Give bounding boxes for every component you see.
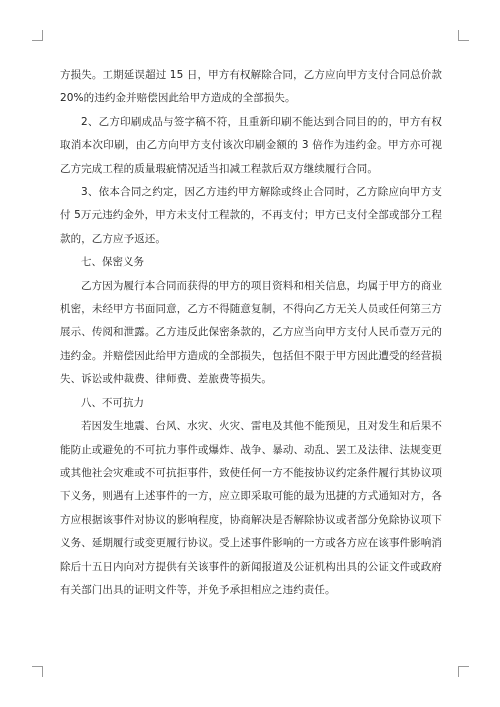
crop-mark-bottom-left (32, 666, 43, 677)
paragraph-confidentiality: 乙方因为履行本合同而获得的甲方的项目资料和相关信息，均属于甲方的商业机密，未经甲方书面同意，乙方不得随意复制，不得向乙方无关人员或任何第三方展示、传阅和泄露。乙方违反此保密条款的，乙方应当向甲方支付人民币壹万元的违约金。并赔偿因此给甲方造成的全部损失，包括但不限于甲方因此遭受的经营损失、诉讼或仲裁费、律师费、差旅费等损失。 (60, 279, 442, 386)
paragraph-force-majeure: 若因发生地震、台风、水灾、火灾、雷电及其他不能预见，且对发生和后果不能防止或避免的不可抗力事件或爆炸、战争、暴动、动乱、罢工及法律、法规变更或其他社会灾难或不可抗拒事件，致使任何一方不能按协议约定条件履行其协议项下义务，则遇有上述事件的一方，应立即采取可能的最为迅捷的方式通知对方，各方应根据该事件对协议的影响程度，协商解决是否解除协议或者部分免除协议项下义务、延期履行或变更履行协议。受上述事件影响的一方或各方应在该事件影响消除后十五日内向对方提供有关该事件的新闻报道及公证机构出具的公证文件或政府有关部门出具的证明文件等，并免予承担相应之违约责任。 (60, 420, 442, 596)
paragraph-termination-penalty: 3、依本合同之约定，因乙方违约甲方解除或终止合同时，乙方除应向甲方支付 5万元违约金外，甲方未支付工程款的，不再支付；甲方已支付全部或部分工程款的，乙方应予返还。 (60, 186, 442, 245)
crop-mark-bottom-right (458, 666, 469, 677)
crop-mark-top-right (458, 30, 469, 41)
paragraph-penalty-delay-continued: 方损失。工期延误超过 15 日，甲方有权解除合同，乙方应向甲方支付合同总价款 20%的违约金并赔偿因此给甲方造成的全部损失。 (60, 69, 442, 105)
section-heading-force-majeure: 八、不可抗力 (81, 396, 144, 409)
crop-mark-top-left (32, 30, 43, 41)
document-body (60, 64, 442, 602)
section-heading-confidentiality: 七、保密义务 (81, 256, 144, 269)
paragraph-print-mismatch: 2、乙方印刷成品与签字稿不符，且重新印刷不能达到合同目的的，甲方有权取消本次印刷，由乙方向甲方支付该次印刷金额的 3 倍作为违约金。甲方亦可视乙方完成工程的质量瑕疵情况适当扣减工程款后双方继续履行合同。 (60, 115, 442, 175)
